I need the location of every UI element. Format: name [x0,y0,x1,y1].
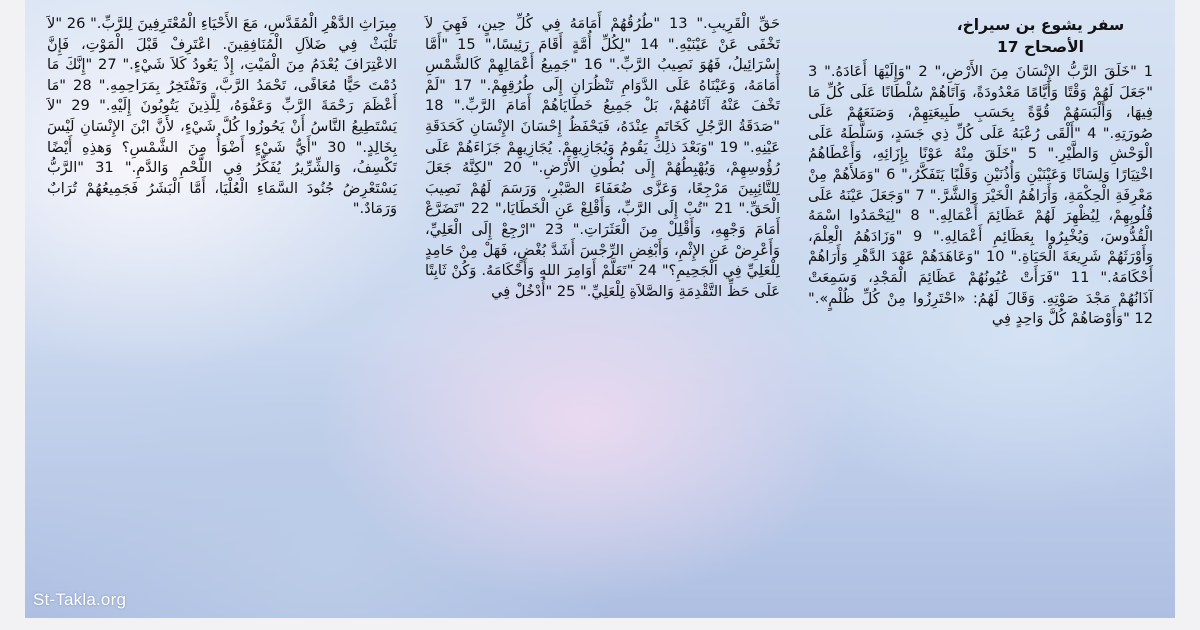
page-title: سفر يشوع بن سيراخ، الأصحاح 17 [956,16,1125,56]
watermark-text: St-Takla.org [33,590,127,609]
column-2-text: حَقِّ الْقَرِيبِ." 13 "طُرُقُهُمْ أَمَامَهُ فِي كُلِّ حِينٍ، فَهِيَ لاَ تَخْفَى عَنْ عَيْنَيْهِ." 14 "لِكُلِّ أُمَّةٍ أَقَامَ رَئِيسًا،" 15 "أَمَّا إِسْرَائِيلُ، فَهُوَ نَصِيبُ الرَّبِّ." 16 "جَمِيعُ أَعْمَالِهِمْ كَالشَّمْسِ أَمَامَهُ، وَعَيْنَاهُ عَلَى الدَّوَامِ تَنْظُرَانِ إِلَى طُرُقِهِمْ." 17 "لَمْ تَخْفَ عَنْهُ آثَامُهُمْ، بَلْ جَمِيعُ خَطَايَاهُمْ أَمَامَ الرَّبِّ." 18 "صَدَقَةُ الرَّجُلِ كَخَاتَمٍ عِنْدَهُ، فَيَحْفَظُ إِحْسَانَ الإِنْسَانِ كَحَدَقَةِ عَيْنِهِ." 19 "وَبَعْدَ ذلِكَ يَقُومُ وَيُجَازِيهِمْ. يُجَازِيهِمْ جَزَاءَهُمْ عَلَى رُؤُوسِهِمْ، وَيُهْبِطُهُمْ إِلَى بُطُونِ الأَرْضِ." 20 "لكِنَّهُ جَعَلَ لِلتَّائِبِينَ مَرْجِعًا، وَعَزَّى ضُعَفَاءَ الصَّبْرِ، وَرَسَمَ لَهُمْ نَصِيبَ الْحَقِّ." 21 "تُبْ إِلَى الرَّبِّ، وَأَقْلِعْ عَنِ الْخَطَايَا،" 22 "تَضَرَّعْ أَمَامَ وَجْهِهِ، وَأَقْلِلْ مِنَ الْعَثَرَاتِ." 23 "ارْجِعْ إِلَى الْعَلِيِّ، وَأَعْرِضْ عَنِ الإِثْمِ، وَأَبْغِضِ الرِّجْسَ أَشَدَّ بُغْضٍ، فَهَلْ مِنْ حَامِدٍ لِلْعَلِيِّ فِي الْجَحِيمِ؟" 24 "تَعَلَّمْ أَوَامِرَ اللهِ وَأَحْكَامَهُ. وَكُنْ ثَابِتًا عَلَى حَظِّ التَّقْدِمَةِ وَالصَّلاَةِ لِلْعَلِيِّ." 25 "أُدْخُلْ فِي [425,15,781,300]
column-3-text: مِيرَاثِ الدَّهْرِ الْمُقَدَّسِ، مَعَ الأَحْيَاءِ الْمُعْتَرِفِينَ لِلرَّبِّ." 26 "لاَ تَلْبَثْ فِي ضَلاَلِ الْمُنَافِقِينَ. اعْتَرِفْ قَبْلَ الْمَوْتِ، فَإِنَّ الاعْتِرَافَ يُعْدَمُ مِنَ الْمَيْتِ، إِذْ يَعُودُ كَلاَ شَيْءٍ." 27 "إِنَّكَ مَا دُمْتَ حَيًّا مُعَافًى، تَحْمَدُ الرَّبَّ، وَتَفْتَخِرُ بِمَرَاحِمِهِ." 28 "مَا أَعْظَمَ رَحْمَةَ الرَّبِّ وَعَفْوَهُ، لِلَّذِينَ يَتُوبُونَ إِلَيْهِ." 29 "لاَ يَسْتَطِيعُ النَّاسُ أَنْ يَحُوزُوا كُلَّ شَيْءٍ، لأَنَّ ابْنَ الإِنْسَانِ لَيْسَ بِخَالِدٍ." 30 "أَيُّ شَيْءٍ أَضْوَأُ مِنَ الشَّمْسِ؟ وَهذِهِ أَيْضًا تَكْسِفُ، وَالشِّرِّيرُ يُفَكِّرُ فِي اللَّحْمِ وَالدَّمِ." 31 "الرَّبُّ يَسْتَعْرِضُ جُنُودَ السَّمَاءِ الْعُلْيَا، أَمَّا الْبَشَرُ فَجَمِيعُهُمْ تُرَابٌ وَرَمَادٌ." [47,15,398,218]
page-card [25,0,1175,618]
text-column-3 [47,14,397,220]
text-column-1 [808,14,1153,330]
column-1-text: 1 "خَلَقَ الرَّبُّ الإِنْسَانَ مِنَ الأَرْضِ،" 2 "وَإِلَيْهَا أَعَادَهُ." 3 "جَعَلَ لَهُمْ وَقْتًا وَأَيَّامًا مَعْدُودَةً، وَآتَاهُمْ سُلْطَانًا عَلَى كُلِّ مَا فِيهَا، وَأَلْبَسَهُمْ قُوَّةً بِحَسَبِ طَبِيعَتِهِمْ، وَصَنَعَهُمْ عَلَى صُورَتِهِ." 4 "أَلْقَى رُعْبَهُ عَلَى كُلِّ ذِي جَسَدٍ، وَسَلَّطَهُ عَلَى الْوَحْشِ وَالطَّيْرِ." 5 "خَلَقَ مِنْهُ عَوْنًا بِإِزَائِهِ، وَأَعْطَاهُمُ اخْتِيَارًا وَلِسَانًا وَعَيْنَيْنِ وَأُذُنَيْنِ وَقَلْبًا يَتَفَكَّرُ،" 6 "وَمَلأَهُمْ مِنْ مَعْرِفَةِ الْحِكْمَةِ، وَأَرَاهُمُ الْخَيْرَ وَالشَّرَّ." 7 "وَجَعَلَ عَيْنَهُ عَلَى قُلُوبِهِمْ، لِيُظْهِرَ لَهُمْ عَظَائِمَ أَعْمَالِهِ." 8 "لِيَحْمَدُوا اسْمَهُ الْقُدُّوسَ، وَيُخْبِرُوا بِعَظَائِمِ أَعْمَالِهِ." 9 "وَزَادَهُمُ الْعِلْمَ، وَأَوْرَثَهُمْ شَرِيعَةَ الْحَيَاةِ." 10 "وَعَاهَدَهُمْ عَهْدَ الدَّهْرِ وَأَرَاهُمْ أَحْكَامَهُ." 11 "فَرَأَتْ عُيُونُهُمْ عَظَائِمَ الْمَجْدِ، وَسَمِعَتْ آذَانُهُمْ مَجْدَ صَوْتِهِ. وَقَالَ لَهُمُ: «احْتَرِزُوا مِنْ كُلِّ ظُلْمٍ»." 12 "وَأَوْصَاهُمْ كُلَّ وَاحِدٍ فِي [808,63,1154,328]
text-column-2 [425,14,780,302]
